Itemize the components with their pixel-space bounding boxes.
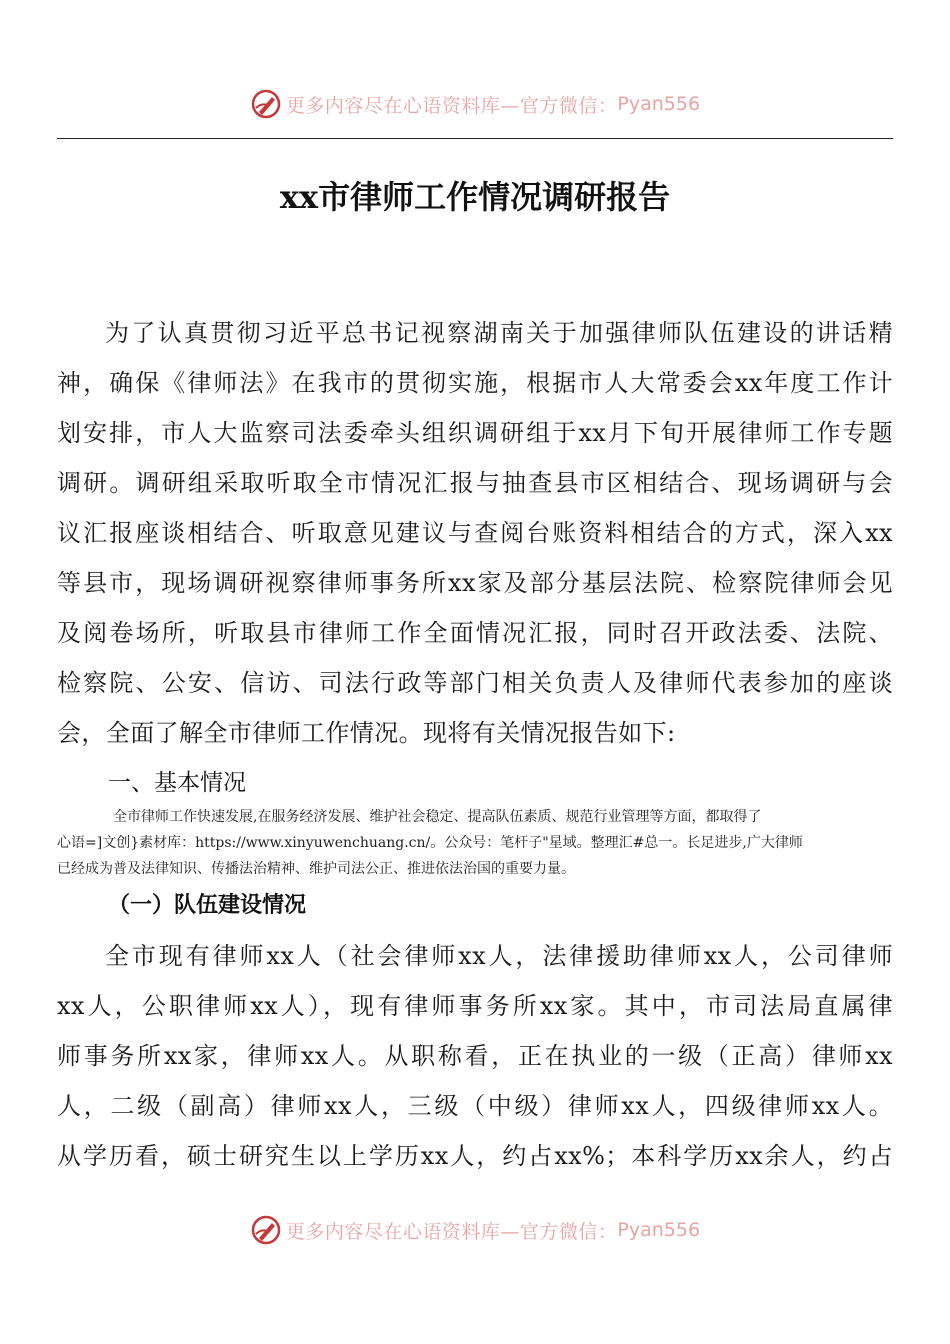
team-line: 师事务所xx家，律师xx人。从职称看，正在执业的一级（正高）律师xx	[57, 1042, 893, 1070]
document-title: xx市律师工作情况调研报告	[279, 178, 671, 216]
summary-line: 已经成为普及法律知识、传播法治精神、维护司法公正、推进依法治国的重要力量。	[57, 861, 575, 877]
summary-line: 全市律师工作快速发展,在服务经济发展、维护社会稳定、提高队伍素质、规范行业管理等方面，都取得了	[113, 809, 762, 825]
header-watermark-banner	[0, 86, 950, 122]
intro-line: 神，确保《律师法》在我市的贯彻实施，根据市人大常委会xx年度工作计	[57, 369, 893, 397]
header-divider	[57, 138, 893, 139]
team-line: 人，二级（副高）律师xx人，三级（中级）律师xx人，四级律师xx人。	[57, 1092, 893, 1120]
intro-line: 及阅卷场所，听取县市律师工作全面情况汇报，同时召开政法委、法院、	[57, 619, 893, 647]
team-paragraph	[57, 931, 893, 1181]
banner-wechat-id: Pyan556	[617, 93, 701, 115]
banner-wechat-id: Pyan556	[617, 1219, 701, 1241]
summary-line: 心语=]文创}素材库：https://www.xinyuwenchuang.cn/。公众号：笔杆子"星域。整理汇#总一。长足进步,广大律师	[57, 835, 803, 851]
subsection-heading-team: （一）队伍建设情况	[108, 892, 307, 918]
intro-line: 调研。调研组采取听取全市情况汇报与抽查县市区相结合、现场调研与会	[57, 469, 893, 497]
banner-text: 更多内容尽在心语资料库—官方微信：	[285, 1220, 618, 1243]
intro-line: 议汇报座谈相结合、听取意见建议与查阅台账资料相结合的方式，深入xx	[57, 519, 893, 547]
footer-watermark-banner	[0, 1212, 950, 1248]
team-line: xx人，公职律师xx人），现有律师事务所xx家。其中，市司法局直属律	[57, 992, 893, 1020]
team-line: 从学历看，硕士研究生以上学历xx人，约占xx%；本科学历xx余人，约占	[57, 1142, 893, 1170]
intro-line: 等县市，现场调研视察律师事务所xx家及部分基层法院、检察院律师会见	[57, 569, 893, 597]
intro-line: 检察院、公安、信访、司法行政等部门相关负责人及律师代表参加的座谈	[57, 669, 893, 697]
section-heading-basic: 一、基本情况	[108, 770, 246, 796]
section1-summary	[57, 804, 893, 882]
pen-logo-icon	[250, 88, 282, 120]
intro-line: 划安排，市人大监察司法委牵头组织调研组于xx月下旬开展律师工作专题	[57, 419, 893, 447]
intro-line: 会，全面了解全市律师工作情况。现将有关情况报告如下:	[57, 719, 676, 747]
pen-logo-icon	[250, 1214, 282, 1246]
banner-text: 更多内容尽在心语资料库—官方微信：	[285, 94, 618, 117]
team-line: 全市现有律师xx人（社会律师xx人，法律援助律师xx人，公司律师	[105, 942, 893, 970]
intro-line: 为了认真贯彻习近平总书记视察湖南关于加强律师队伍建设的讲话精	[105, 319, 893, 347]
intro-paragraph	[57, 308, 893, 758]
